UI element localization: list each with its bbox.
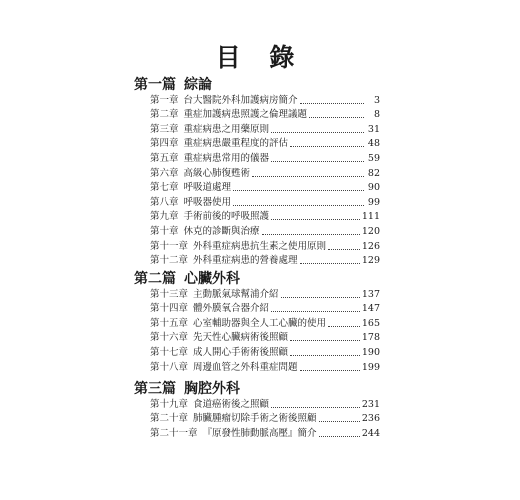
toc-entry[interactable] (150, 121, 380, 136)
page-number: 165 (361, 317, 380, 329)
part-heading (134, 268, 240, 288)
chapter-title: 重症病患常用的儀器 (183, 152, 270, 164)
dot-leader (300, 369, 360, 371)
page-number: 137 (361, 288, 380, 300)
toc-entry[interactable] (150, 150, 380, 165)
toc-entry[interactable] (150, 411, 380, 426)
toc-entry[interactable] (150, 359, 380, 374)
chapter-title: 重症病患嚴重程度的評估 (183, 138, 289, 150)
chapter-title: 台大醫院外科加護病房簡介 (183, 94, 298, 106)
page-number: 231 (361, 398, 380, 410)
chapter-number: 第十一章 (150, 240, 189, 252)
chapter-title: 手術前後的呼吸照護 (183, 211, 270, 223)
dot-leader (290, 354, 360, 356)
chapter-number: 第十五章 (150, 317, 189, 329)
page-number: 126 (361, 240, 380, 252)
toc-entry[interactable] (150, 344, 380, 359)
toc-entry[interactable] (150, 286, 380, 301)
toc-list (150, 396, 380, 440)
toc-entry[interactable] (150, 301, 380, 316)
chapter-number: 第九章 (150, 211, 179, 223)
chapter-number: 第二章 (150, 109, 179, 121)
dot-leader (233, 204, 364, 206)
chapter-number: 第四章 (150, 138, 179, 150)
toc-entry[interactable] (150, 194, 380, 209)
page-number: 147 (361, 303, 380, 315)
toc-entry[interactable] (150, 209, 380, 224)
dot-leader (300, 262, 360, 264)
part-number: 第三篇 (134, 381, 176, 397)
page-number: 90 (367, 182, 380, 194)
page-number: 99 (367, 196, 380, 208)
chapter-title: 『原發性肺動脈高壓』簡介 (202, 427, 317, 439)
chapter-title: 先天性心臟病術後照顧 (193, 332, 289, 344)
page-title: 目 錄 (215, 43, 305, 72)
chapter-number: 第十二章 (150, 255, 189, 267)
page-number: 129 (361, 255, 380, 267)
page-number: 199 (361, 361, 380, 373)
chapter-number: 第一章 (150, 94, 179, 106)
dot-leader (252, 175, 364, 177)
dot-leader (319, 420, 360, 422)
dot-leader (271, 160, 364, 162)
dot-leader (290, 339, 360, 341)
chapter-title: 呼吸道處理 (183, 182, 232, 194)
page-number: 59 (367, 152, 380, 164)
chapter-title: 主動脈氣球幫浦介紹 (193, 288, 279, 300)
chapter-number: 第十六章 (150, 332, 189, 344)
page-number: 244 (361, 427, 380, 439)
chapter-number: 第十章 (150, 225, 179, 237)
part-name: 綜論 (184, 77, 212, 93)
chapter-number: 第三章 (150, 123, 179, 135)
part-number: 第二篇 (134, 271, 176, 287)
dot-leader (328, 248, 360, 250)
toc-entry[interactable] (150, 92, 380, 107)
page-number: 48 (367, 138, 380, 150)
chapter-title: 成人開心手術術後照顧 (193, 346, 289, 358)
chapter-number: 第七章 (150, 182, 179, 194)
dot-leader (233, 189, 364, 191)
page-number: 8 (373, 109, 380, 121)
dot-leader (281, 296, 360, 298)
toc-list (150, 92, 380, 267)
toc-entry[interactable] (150, 180, 380, 195)
chapter-number: 第八章 (150, 196, 179, 208)
chapter-title: 重症加護病患照護之倫理議題 (183, 109, 308, 121)
chapter-title: 體外膜氧合器介紹 (193, 303, 270, 315)
chapter-title: 周邊血管之外科重症問題 (193, 361, 298, 373)
dot-leader (300, 102, 364, 104)
chapter-title: 外科重症病患抗生素之使用原則 (193, 240, 327, 252)
chapter-number: 第五章 (150, 152, 179, 164)
chapter-title: 高級心肺復甦術 (183, 167, 251, 179)
page-number: 111 (361, 211, 380, 223)
chapter-title: 重症病患之用藥原則 (183, 123, 270, 135)
toc-entry[interactable] (150, 165, 380, 180)
page-number: 120 (361, 225, 380, 237)
chapter-title: 休克的診斷與治療 (183, 225, 260, 237)
page-number: 82 (367, 167, 380, 179)
part-name: 心臟外科 (184, 271, 240, 287)
page-number: 3 (373, 94, 380, 106)
dot-leader (328, 325, 360, 327)
toc-entry[interactable] (150, 107, 380, 122)
chapter-title: 外科重症病患的營養處理 (193, 255, 298, 267)
chapter-number: 第二十章 (150, 413, 189, 425)
chapter-title: 心室輔助器與全人工心臟的使用 (193, 317, 327, 329)
page-number: 236 (361, 413, 380, 425)
dot-leader (262, 233, 360, 235)
dot-leader (271, 218, 360, 220)
page-number: 178 (361, 332, 380, 344)
toc-entry[interactable] (150, 253, 380, 268)
chapter-number: 第六章 (150, 167, 179, 179)
page-number: 31 (367, 123, 380, 135)
dot-leader (290, 145, 364, 147)
toc-entry[interactable] (150, 223, 380, 238)
toc-entry[interactable] (150, 330, 380, 345)
chapter-number: 第十九章 (150, 398, 189, 410)
part-heading (134, 378, 240, 398)
dot-leader (271, 310, 360, 312)
page-number: 190 (361, 346, 380, 358)
part-heading (134, 74, 212, 94)
chapter-number: 第十三章 (150, 288, 189, 300)
part-name: 胸腔外科 (184, 381, 240, 397)
chapter-number: 第二十一章 (150, 427, 198, 439)
dot-leader (271, 131, 364, 133)
chapter-number: 第十七章 (150, 346, 189, 358)
toc-entry[interactable] (150, 238, 380, 253)
chapter-title: 肺臟腫瘤切除手術之術後照顧 (193, 413, 317, 425)
toc-list (150, 286, 380, 374)
dot-leader (309, 116, 364, 118)
chapter-number: 第十八章 (150, 361, 189, 373)
dot-leader (319, 435, 360, 437)
part-number: 第一篇 (134, 77, 176, 93)
dot-leader (271, 406, 360, 408)
toc-entry[interactable] (150, 396, 380, 411)
chapter-number: 第十四章 (150, 303, 189, 315)
chapter-title: 呼吸器使用 (183, 196, 232, 208)
toc-entry[interactable] (150, 315, 380, 330)
toc-entry[interactable] (150, 136, 380, 151)
chapter-title: 食道癌術後之照顧 (193, 398, 270, 410)
toc-entry[interactable] (150, 425, 380, 440)
